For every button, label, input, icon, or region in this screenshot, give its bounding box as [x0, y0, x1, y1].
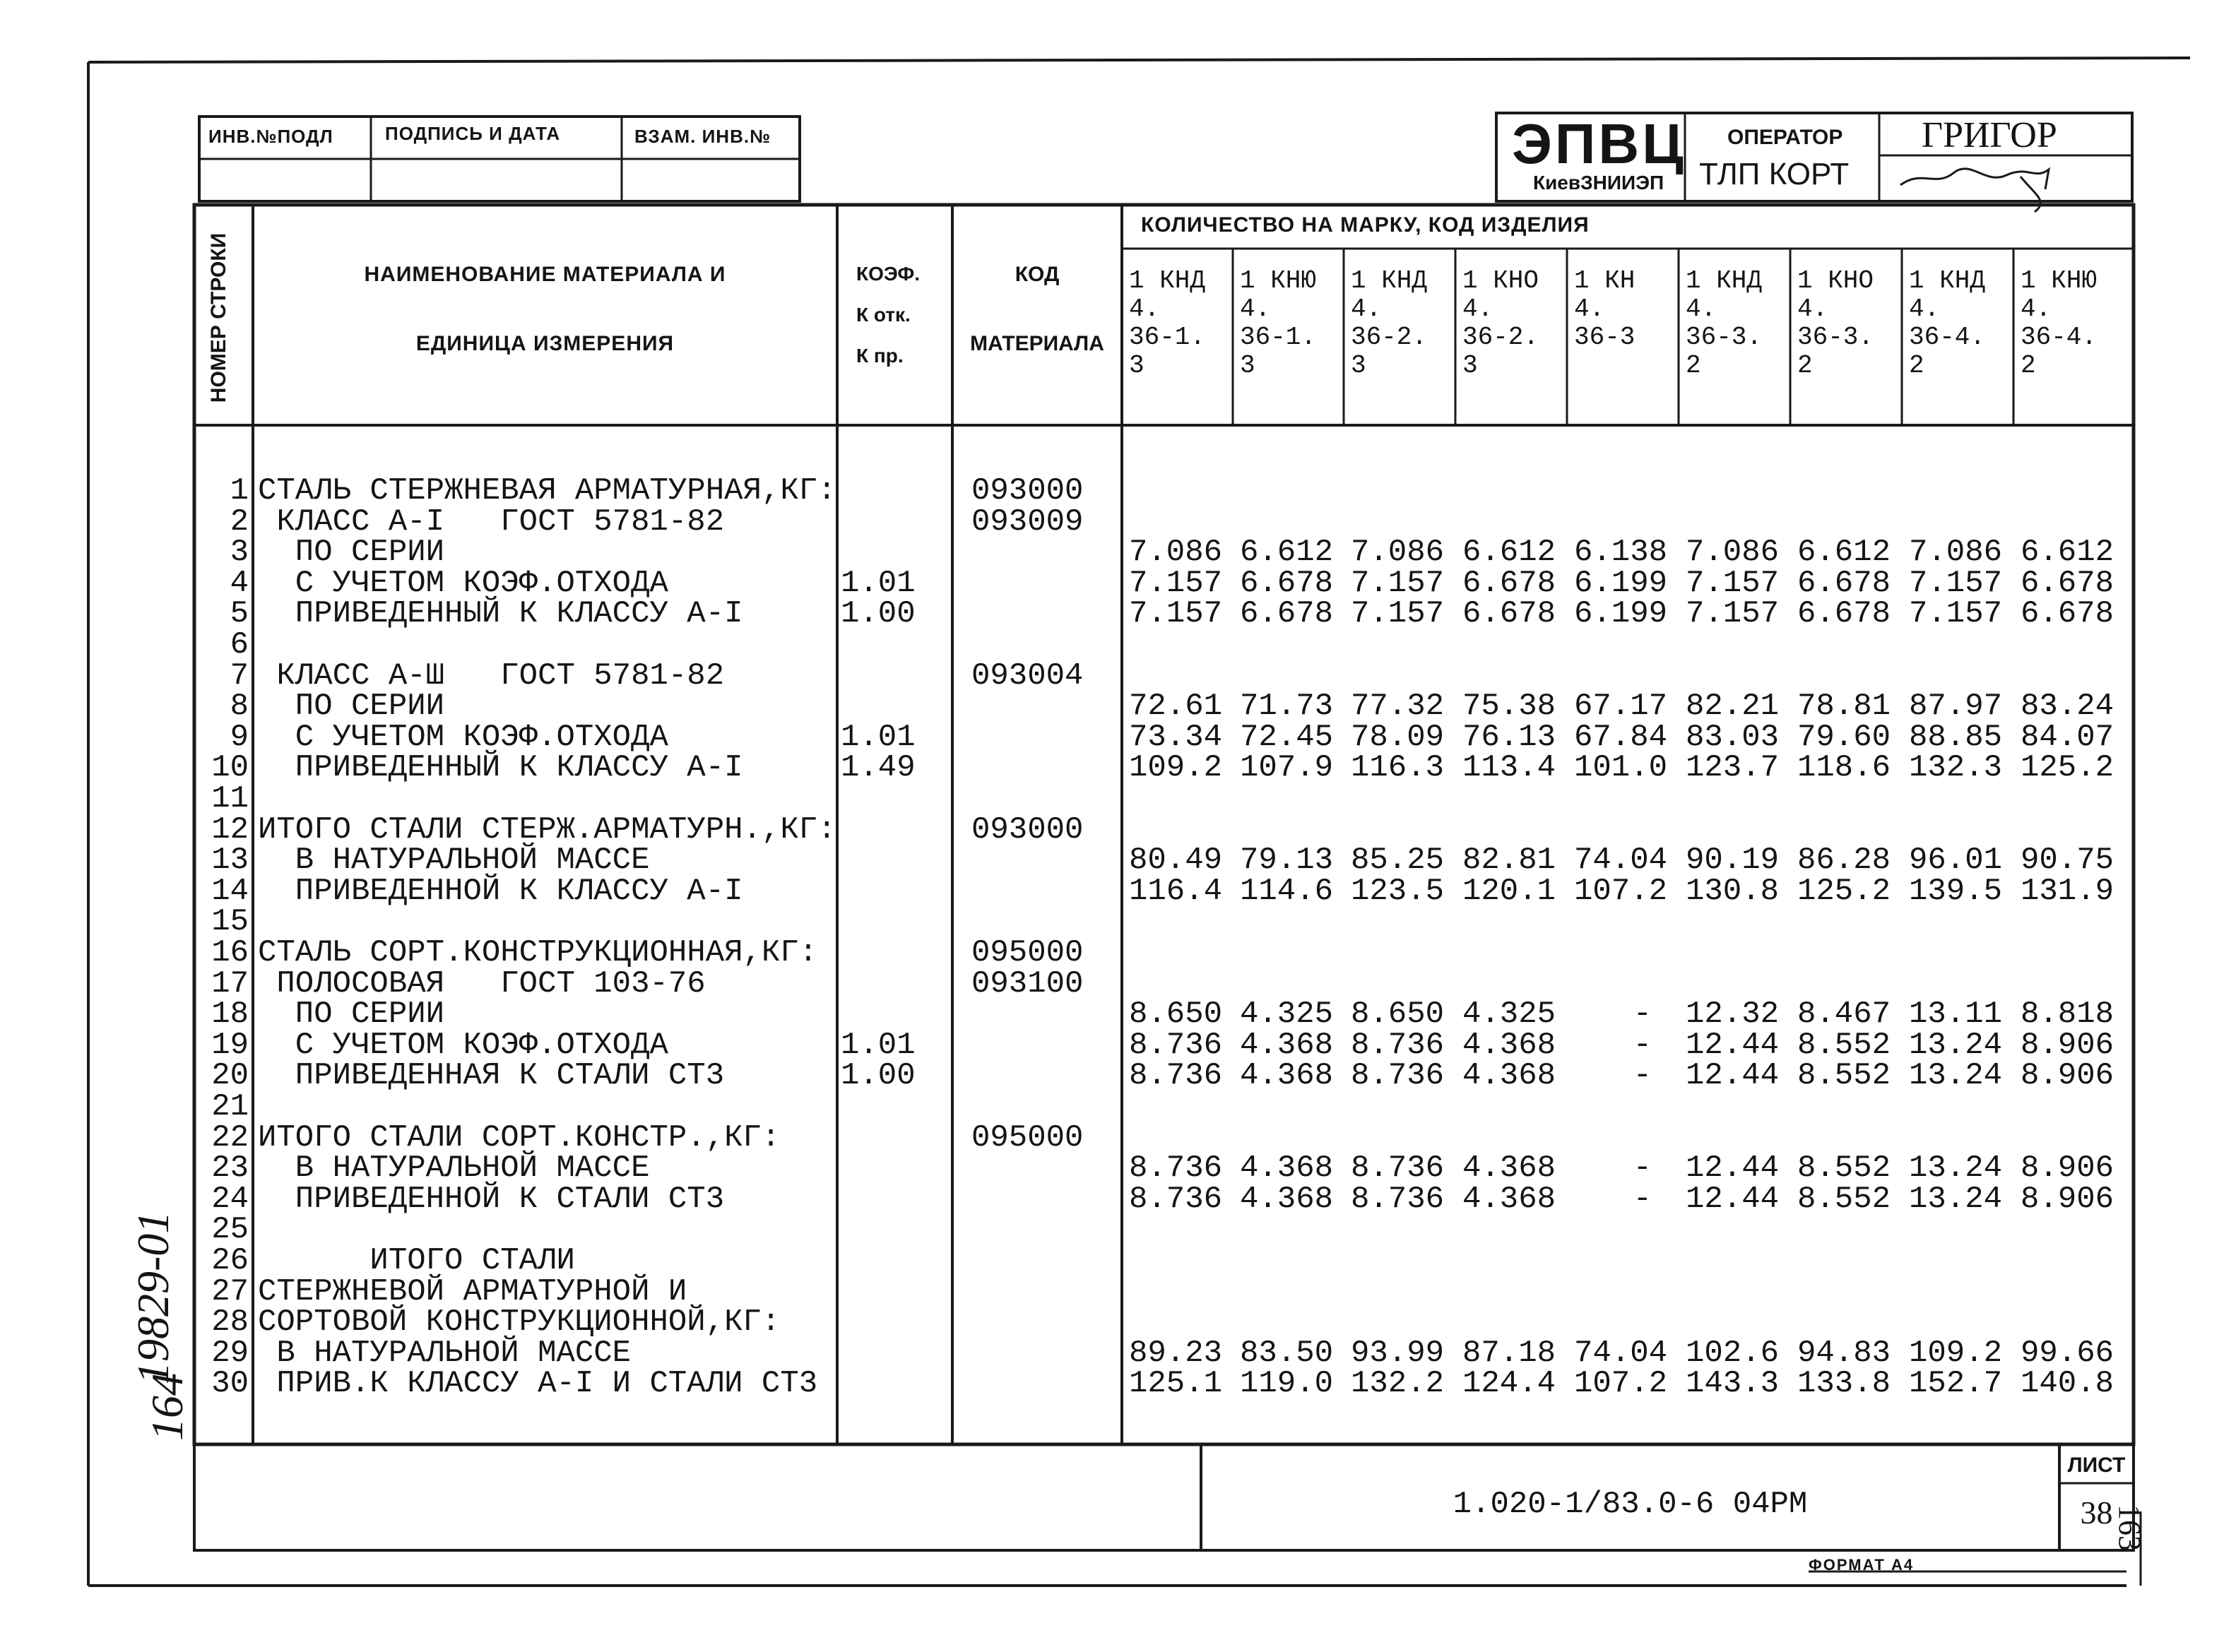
- quantity-value: 124.4: [1462, 1366, 1556, 1402]
- row-number: 15: [211, 904, 249, 940]
- quantity-value: 85.25: [1351, 843, 1445, 879]
- quantity-value: 6.678: [1797, 565, 1891, 601]
- quantity-value: 131.9: [2021, 873, 2114, 909]
- quantity-value: 90.75: [2021, 843, 2114, 879]
- quantity-value: 4.368: [1462, 1151, 1556, 1187]
- quantity-value: 133.8: [1797, 1366, 1891, 1402]
- product-column-header: 2: [1797, 351, 1813, 380]
- quantity-value: 7.086: [1909, 535, 2003, 571]
- coef-header-line3: К пр.: [856, 345, 904, 367]
- material-name: ПРИВ.К КЛАССУ А-I И СТАЛИ СТ3: [258, 1366, 818, 1402]
- product-column-header: 36-1.: [1240, 323, 1317, 352]
- row-number: 14: [211, 873, 249, 909]
- row-number: 9: [230, 719, 249, 755]
- product-column-header: 36-3.: [1797, 323, 1874, 352]
- product-column-header: 3: [1240, 351, 1255, 380]
- material-code: 093000: [971, 812, 1084, 848]
- row-number: 1: [230, 473, 249, 509]
- material-name: ПРИВЕДЕННОЙ К КЛАССУ А-I: [258, 873, 743, 909]
- side-page-number: 163: [2112, 1504, 2147, 1551]
- product-column-header: 2: [2021, 351, 2036, 380]
- operator-label: ОПЕРАТОР: [1727, 126, 1843, 149]
- operator-value: ТЛП КОРТ: [1699, 157, 1850, 191]
- quantity-value: 72.61: [1129, 689, 1223, 725]
- quantity-value: 123.5: [1351, 873, 1445, 909]
- quantity-value: 12.44: [1686, 1058, 1780, 1094]
- quantity-value: 101.0: [1574, 750, 1668, 786]
- quantity-value: 78.81: [1797, 689, 1891, 725]
- quantity-value: 6.612: [1797, 535, 1891, 571]
- product-column-header: 4.: [1797, 295, 1828, 323]
- quantity-value: 8.818: [2021, 997, 2114, 1033]
- row-number: 25: [211, 1212, 249, 1248]
- quantity-value: 83.24: [2021, 689, 2114, 725]
- product-column-header: 2: [1909, 351, 1924, 380]
- product-column-header: 3: [1351, 351, 1366, 380]
- quantity-value: 75.38: [1462, 689, 1556, 725]
- product-column-header: 1 КНЮ: [1240, 266, 1317, 295]
- quantity-value: 99.66: [2021, 1335, 2114, 1371]
- row-number: 10: [211, 750, 249, 786]
- quantity-value: 84.07: [2021, 719, 2114, 755]
- row-number: 20: [211, 1058, 249, 1094]
- product-column-header: 4.: [1686, 295, 1717, 323]
- quantity-value: 80.49: [1129, 843, 1223, 879]
- quantity-value: 72.45: [1240, 719, 1334, 755]
- quantity-value: 94.83: [1797, 1335, 1891, 1371]
- material-name: ИТОГО СТАЛИ СТЕРЖ.АРМАТУРН.,КГ:: [258, 812, 836, 848]
- material-name: ПО СЕРИИ: [258, 535, 445, 571]
- quantity-value: 7.086: [1686, 535, 1780, 571]
- row-number: 12: [211, 812, 249, 848]
- material-code: 093100: [971, 965, 1084, 1002]
- quantity-value: 6.612: [1462, 535, 1556, 571]
- material-name: ПО СЕРИИ: [258, 689, 445, 725]
- material-header-line1: НАИМЕНОВАНИЕ МАТЕРИАЛА И: [364, 263, 726, 286]
- quantity-value: 13.24: [1909, 1027, 2003, 1063]
- quantity-value: 87.18: [1462, 1335, 1556, 1371]
- quantity-value: 8.736: [1129, 1058, 1223, 1094]
- quantity-value: 8.467: [1797, 997, 1891, 1033]
- product-column-header: 1 КН: [1574, 266, 1635, 295]
- material-name: В НАТУРАЛЬНОЙ МАССЕ: [258, 843, 650, 879]
- quantity-value: 8.736: [1351, 1058, 1445, 1094]
- coefficient: 1.00: [841, 596, 916, 632]
- material-name: ИТОГО СТАЛИ СОРТ.КОНСТР.,КГ:: [258, 1119, 781, 1155]
- quantity-value: 7.157: [1351, 565, 1445, 601]
- quantity-value: 6.678: [2021, 596, 2114, 632]
- row-number: 22: [211, 1119, 249, 1155]
- quantity-value: 116.3: [1351, 750, 1445, 786]
- row-number: 2: [230, 504, 249, 540]
- quantity-value: 13.11: [1909, 997, 2003, 1033]
- material-name: ПОЛОСОВАЯ ГОСТ 103-76: [258, 965, 706, 1002]
- product-column-header: 4.: [1574, 295, 1605, 323]
- coef-header-line2: К отк.: [856, 304, 911, 326]
- quantity-value: 87.97: [1909, 689, 2003, 725]
- material-name: ИТОГО СТАЛИ: [258, 1243, 575, 1278]
- quantity-value: 96.01: [1909, 843, 2003, 879]
- sheet-label: ЛИСТ: [2067, 1454, 2126, 1477]
- org-name: ЭПВЦ: [1512, 112, 1686, 175]
- quantity-value: 4.368: [1462, 1058, 1556, 1094]
- quantity-value: 6.678: [1462, 596, 1556, 632]
- quantity-value: 6.199: [1574, 565, 1668, 601]
- row-number: 16: [211, 935, 249, 970]
- quantity-value: 109.2: [1129, 750, 1223, 786]
- quantity-value: 79.60: [1797, 719, 1891, 755]
- quantity-value: -: [1633, 1027, 1652, 1063]
- coefficient: 1.01: [841, 1027, 916, 1063]
- quantity-header: КОЛИЧЕСТВО НА МАРКУ, КОД ИЗДЕЛИЯ: [1141, 213, 1590, 237]
- quantity-value: 6.678: [1240, 565, 1334, 601]
- quantity-value: 4.368: [1240, 1181, 1334, 1217]
- quantity-value: 88.85: [1909, 719, 2003, 755]
- quantity-value: 8.552: [1797, 1027, 1891, 1063]
- coefficient: 1.00: [841, 1058, 916, 1094]
- quantity-value: 6.612: [2021, 535, 2114, 571]
- quantity-value: 6.678: [1462, 565, 1556, 601]
- material-code: 093000: [971, 473, 1084, 509]
- row-number: 17: [211, 965, 249, 1002]
- product-column-header: 4.: [1462, 295, 1493, 323]
- material-name: КЛАСС А-I ГОСТ 5781-82: [258, 504, 725, 540]
- material-code: 093009: [971, 504, 1084, 540]
- coefficient: 1.01: [841, 719, 916, 755]
- code-header-line1: КОД: [1015, 263, 1060, 286]
- product-column-header: 1 КНД: [1129, 266, 1206, 295]
- quantity-value: 4.368: [1462, 1027, 1556, 1063]
- quantity-value: 82.81: [1462, 843, 1556, 879]
- sheet-number: 38: [2080, 1494, 2113, 1531]
- quantity-value: 8.906: [2021, 1027, 2114, 1063]
- quantity-value: 12.44: [1686, 1181, 1780, 1217]
- quantity-value: 125.2: [2021, 750, 2114, 786]
- quantity-value: 67.17: [1574, 689, 1668, 725]
- quantity-value: 8.906: [2021, 1181, 2114, 1217]
- quantity-value: 8.736: [1129, 1181, 1223, 1217]
- quantity-value: 8.736: [1129, 1027, 1223, 1063]
- quantity-value: 125.2: [1797, 873, 1891, 909]
- material-name: ПРИВЕДЕННАЯ К СТАЛИ СТ3: [258, 1058, 725, 1094]
- material-code: 093004: [971, 658, 1084, 694]
- product-column-header: 4.: [1129, 295, 1160, 323]
- product-column-header: 1 КНО: [1462, 266, 1539, 295]
- product-column-header: 3: [1462, 351, 1478, 380]
- quantity-value: 82.21: [1686, 689, 1780, 725]
- quantity-value: 107.2: [1574, 1366, 1668, 1402]
- quantity-value: 89.23: [1129, 1335, 1223, 1371]
- product-column-header: 3: [1129, 351, 1144, 380]
- material-name: ПРИВЕДЕННЫЙ К КЛАССУ А-I: [258, 750, 743, 786]
- quantity-value: 12.32: [1686, 997, 1780, 1033]
- row-number: 3: [230, 535, 249, 571]
- quantity-value: 8.552: [1797, 1058, 1891, 1094]
- quantity-value: 114.6: [1240, 873, 1334, 909]
- product-column-header: 1 КНД: [1909, 266, 1986, 295]
- quantity-value: 8.736: [1351, 1027, 1445, 1063]
- quantity-value: 73.34: [1129, 719, 1223, 755]
- quantity-value: 7.157: [1686, 565, 1780, 601]
- quantity-value: 83.50: [1240, 1335, 1334, 1371]
- quantity-value: 12.44: [1686, 1027, 1780, 1063]
- quantity-value: 107.9: [1240, 750, 1334, 786]
- row-number: 18: [211, 997, 249, 1033]
- product-column-header: 1 КНО: [1797, 266, 1874, 295]
- row-number: 27: [211, 1273, 249, 1309]
- person-name: ГРИГОР: [1922, 115, 2057, 155]
- quantity-value: 76.13: [1462, 719, 1556, 755]
- quantity-value: 7.157: [1909, 565, 2003, 601]
- quantity-value: 86.28: [1797, 843, 1891, 879]
- coefficient: 1.49: [841, 750, 916, 786]
- coefficient: 1.01: [841, 565, 916, 601]
- quantity-value: 6.678: [1240, 596, 1334, 632]
- material-name: СОРТОВОЙ КОНСТРУКЦИОННОЙ,КГ:: [258, 1305, 781, 1341]
- material-header-line2: ЕДИНИЦА ИЗМЕРЕНИЯ: [415, 332, 675, 355]
- row-number: 30: [211, 1366, 249, 1402]
- org-subtitle: КиевЗНИИЭП: [1533, 172, 1664, 194]
- product-column-header: 36-4.: [1909, 323, 1986, 352]
- quantity-value: 4.325: [1462, 997, 1556, 1033]
- quantity-value: 90.19: [1686, 843, 1780, 879]
- material-name: С УЧЕТОМ КОЭФ.ОТХОДА: [258, 719, 668, 755]
- quantity-value: 120.1: [1462, 873, 1556, 909]
- quantity-value: 78.09: [1351, 719, 1445, 755]
- quantity-value: 13.24: [1909, 1181, 2003, 1217]
- quantity-value: 6.678: [2021, 565, 2114, 601]
- quantity-value: 13.24: [1909, 1151, 2003, 1187]
- material-name: СТАЛЬ СОРТ.КОНСТРУКЦИОННАЯ,КГ:: [258, 935, 818, 970]
- product-column-header: 36-4.: [2021, 323, 2098, 352]
- product-column-header: 36-3.: [1686, 323, 1763, 352]
- quantity-value: 8.552: [1797, 1181, 1891, 1217]
- quantity-value: 7.086: [1351, 535, 1445, 571]
- quantity-value: 6.138: [1574, 535, 1668, 571]
- coef-header-line1: КОЭФ.: [856, 263, 921, 285]
- product-column-header: 4.: [1240, 295, 1271, 323]
- material-name: С УЧЕТОМ КОЭФ.ОТХОДА: [258, 565, 668, 601]
- quantity-value: 4.368: [1240, 1058, 1334, 1094]
- row-number: 11: [211, 781, 249, 816]
- material-name: В НАТУРАЛЬНОЙ МАССЕ: [258, 1151, 650, 1187]
- quantity-value: 6.678: [1797, 596, 1891, 632]
- product-column-header: 36-2.: [1351, 323, 1428, 352]
- quantity-value: 8.552: [1797, 1151, 1891, 1187]
- product-column-header: 1 КНД: [1351, 266, 1428, 295]
- material-name: ПО СЕРИИ: [258, 997, 445, 1033]
- quantity-value: 93.99: [1351, 1335, 1445, 1371]
- quantity-value: 8.650: [1351, 997, 1445, 1033]
- document-code: 1.020-1/83.0-6 04РМ: [1453, 1487, 1808, 1522]
- row-number: 28: [211, 1305, 249, 1341]
- material-name: СТЕРЖНЕВОЙ АРМАТУРНОЙ И: [258, 1273, 687, 1309]
- quantity-value: 67.84: [1574, 719, 1668, 755]
- quantity-value: 8.650: [1129, 997, 1223, 1033]
- product-column-header: 4.: [1909, 295, 1940, 323]
- format-label: ФОРМАТ А4: [1809, 1556, 1915, 1574]
- quantity-value: 6.199: [1574, 596, 1668, 632]
- quantity-value: 7.157: [1129, 565, 1223, 601]
- row-number: 5: [230, 596, 249, 632]
- quantity-value: 119.0: [1240, 1366, 1334, 1402]
- quantity-value: -: [1633, 1181, 1652, 1217]
- archive-page: 164: [142, 1373, 192, 1441]
- row-number: 21: [211, 1089, 249, 1124]
- quantity-value: 77.32: [1351, 689, 1445, 725]
- quantity-value: -: [1633, 1151, 1652, 1187]
- row-number: 4: [230, 565, 249, 601]
- row-number: 7: [230, 658, 249, 694]
- stamp-podpis-data: ПОДПИСЬ И ДАТА: [385, 123, 561, 144]
- row-number: 19: [211, 1027, 249, 1063]
- row-number-header: НОМЕР СТРОКИ: [207, 232, 230, 403]
- product-column-header: 36-2.: [1462, 323, 1539, 352]
- material-name: СТАЛЬ СТЕРЖНЕВАЯ АРМАТУРНАЯ,КГ:: [258, 473, 836, 509]
- quantity-value: 140.8: [2021, 1366, 2114, 1402]
- quantity-value: 123.7: [1686, 750, 1780, 786]
- material-name: КЛАСС А-Ш ГОСТ 5781-82: [258, 658, 725, 694]
- product-column-header: 2: [1686, 351, 1701, 380]
- quantity-value: 4.368: [1240, 1151, 1334, 1187]
- stamp-vzam-inv: ВЗАМ. ИНВ.№: [634, 126, 771, 147]
- quantity-value: 102.6: [1686, 1335, 1780, 1371]
- row-number: 29: [211, 1335, 249, 1371]
- quantity-value: -: [1633, 997, 1652, 1033]
- row-number: 23: [211, 1151, 249, 1187]
- quantity-value: 74.04: [1574, 1335, 1668, 1371]
- archive-note: 19829-01: [128, 1211, 178, 1384]
- quantity-value: 71.73: [1240, 689, 1334, 725]
- code-header-line2: МАТЕРИАЛА: [970, 332, 1104, 355]
- material-name: С УЧЕТОМ КОЭФ.ОТХОДА: [258, 1027, 668, 1063]
- quantity-value: 125.1: [1129, 1366, 1223, 1402]
- material-name: В НАТУРАЛЬНОЙ МАССЕ: [258, 1335, 632, 1371]
- quantity-value: 113.4: [1462, 750, 1556, 786]
- quantity-value: 79.13: [1240, 843, 1334, 879]
- quantity-value: 8.736: [1351, 1181, 1445, 1217]
- quantity-value: 12.44: [1686, 1151, 1780, 1187]
- quantity-value: 7.086: [1129, 535, 1223, 571]
- product-column-header: 36-3: [1574, 323, 1635, 352]
- quantity-value: 8.906: [2021, 1151, 2114, 1187]
- quantity-value: 109.2: [1909, 1335, 2003, 1371]
- quantity-value: 7.157: [1686, 596, 1780, 632]
- quantity-value: 4.368: [1240, 1027, 1334, 1063]
- row-number: 13: [211, 843, 249, 879]
- quantity-value: 152.7: [1909, 1366, 2003, 1402]
- quantity-value: 132.3: [1909, 750, 2003, 786]
- material-code: 095000: [971, 1119, 1084, 1155]
- row-number: 26: [211, 1243, 249, 1278]
- quantity-value: 7.157: [1351, 596, 1445, 632]
- row-number: 24: [211, 1181, 249, 1217]
- quantity-value: 7.157: [1909, 596, 2003, 632]
- row-number: 6: [230, 627, 249, 662]
- quantity-value: 7.157: [1129, 596, 1223, 632]
- quantity-value: 13.24: [1909, 1058, 2003, 1094]
- stamp-inv-podl: ИНВ.№ПОДЛ: [208, 126, 333, 147]
- quantity-value: 4.368: [1462, 1181, 1556, 1217]
- quantity-value: 83.03: [1686, 719, 1780, 755]
- quantity-value: 116.4: [1129, 873, 1223, 909]
- quantity-value: 6.612: [1240, 535, 1334, 571]
- product-column-header: 4.: [2021, 295, 2052, 323]
- quantity-value: 8.736: [1351, 1151, 1445, 1187]
- quantity-value: 143.3: [1686, 1366, 1780, 1402]
- quantity-value: 107.2: [1574, 873, 1668, 909]
- material-name: ПРИВЕДЕННЫЙ К КЛАССУ А-I: [258, 596, 743, 632]
- quantity-value: 132.2: [1351, 1366, 1445, 1402]
- quantity-value: 118.6: [1797, 750, 1891, 786]
- material-code: 095000: [971, 935, 1084, 970]
- quantity-value: 130.8: [1686, 873, 1780, 909]
- quantity-value: 4.325: [1240, 997, 1334, 1033]
- quantity-value: 74.04: [1574, 843, 1668, 879]
- quantity-value: -: [1633, 1058, 1652, 1094]
- product-column-header: 1 КНЮ: [2021, 266, 2098, 295]
- row-number: 8: [230, 689, 249, 725]
- quantity-value: 8.906: [2021, 1058, 2114, 1094]
- product-column-header: 1 КНД: [1686, 266, 1763, 295]
- product-column-header: 36-1.: [1129, 323, 1206, 352]
- material-name: ПРИВЕДЕННОЙ К СТАЛИ СТ3: [258, 1181, 725, 1217]
- quantity-value: 8.736: [1129, 1151, 1223, 1187]
- product-column-header: 4.: [1351, 295, 1382, 323]
- quantity-value: 139.5: [1909, 873, 2003, 909]
